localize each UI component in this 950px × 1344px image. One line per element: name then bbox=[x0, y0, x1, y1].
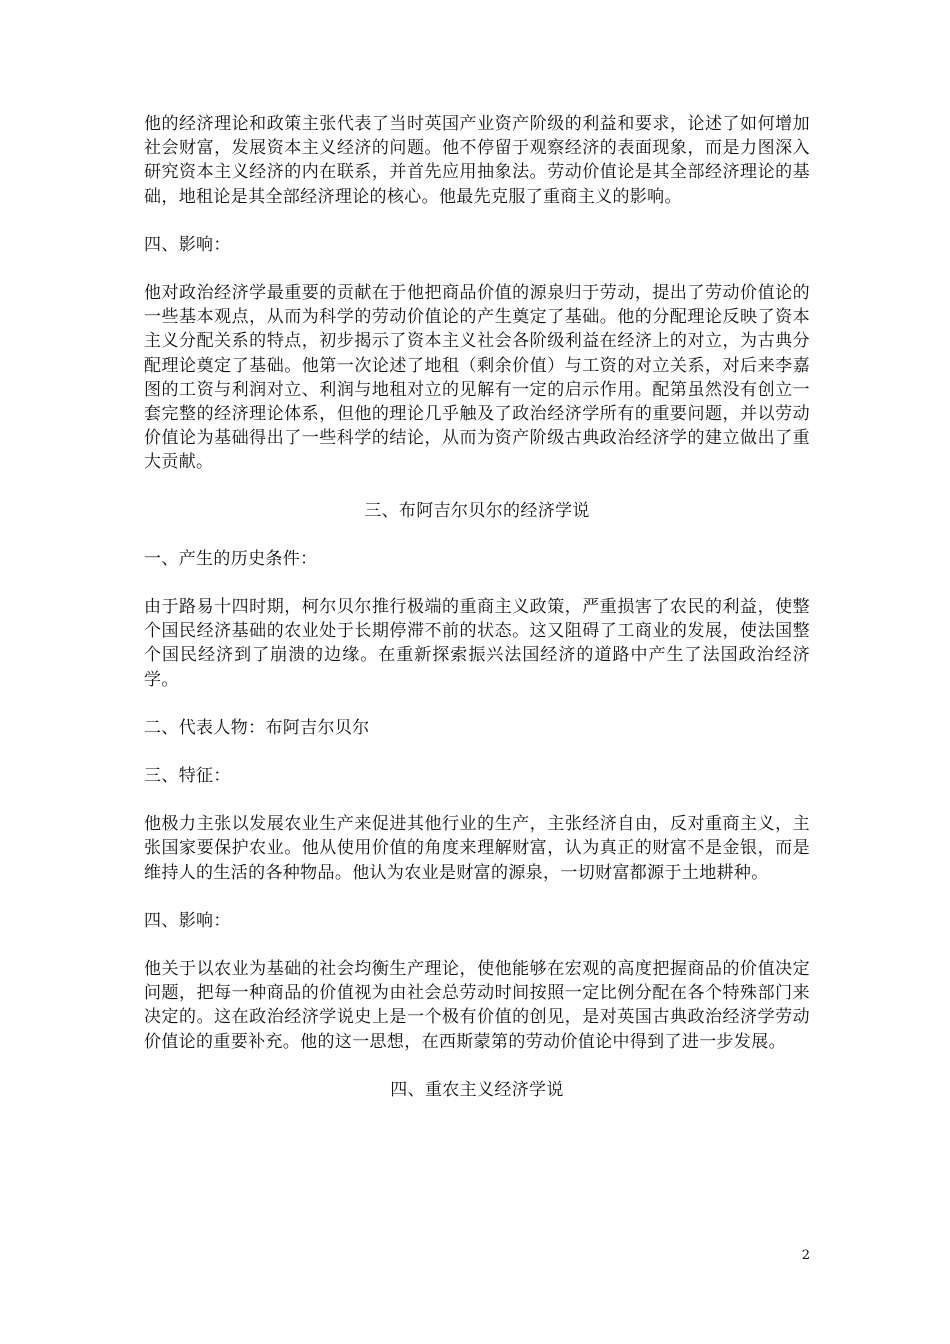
paragraph-features: 他极力主张以发展农业生产来促进其他行业的生产，主张经济自由，反对重商主义，主张国家要保护农业。他从使用价值的角度来理解财富，认为真正的财富不是金银，而是维持人的生活的各种物品。他认为农业是财富的源泉，一切财富都源于土地耕种。 bbox=[144, 814, 810, 883]
heading-influence-2: 四、影响： bbox=[144, 910, 231, 931]
paragraph-boisguilbert-influence: 他关于以农业为基础的社会均衡生产理论，使他能够在宏观的高度把握商品的价值决定问题，把每一种商品的价值视为由社会总劳动时间按照一定比例分配在各个特殊部门来决定的。这在政治经济学说史上是一个极有价值的创见，是对英国古典政治经济学劳动价值论的重要补充。他的这一思想，在西斯蒙第的劳动价值论中得到了进一步发展。 bbox=[144, 959, 810, 1052]
paragraph-petty-influence: 他对政治经济学最重要的贡献在于他把商品价值的源泉归于劳动，提出了劳动价值论的一些基本观点，从而为科学的劳动价值论的产生奠定了基础。他的分配理论反映了资本主义分配关系的特点，初步揭示了资本主义社会各阶级利益在经济上的对立，为古典分配理论奠定了基础。他第一次论述了地租（剩余价值）与工资的对立关系，对后来李嘉图的工资与利润对立、利润与地租对立的见解有一定的启示作用。配第虽然没有创立一套完整的经济理论体系，但他的理论几乎触及了政治经济学所有的重要问题，并以劳动价值论为基础得出了一些科学的结论，从而为资产阶级古典政治经济学的建立做出了重大贡献。 bbox=[144, 283, 810, 473]
heading-features: 三、特征： bbox=[144, 766, 231, 787]
paragraph-petty-theory: 他的经济理论和政策主张代表了当时英国产业资产阶级的利益和要求，论述了如何增加社会财富，发展资本主义经济的问题。他不停留于观察经济的表面现象，而是力图深入研究资本主义经济的内在联系，并首先应用抽象法。劳动价值论是其全部经济理论的基础，地租论是其全部经济理论的核心。他最先克服了重商主义的影响。 bbox=[144, 114, 810, 207]
page-number: 2 bbox=[801, 1248, 810, 1263]
document-page bbox=[144, 112, 810, 1126]
heading-influence: 四、影响： bbox=[144, 234, 231, 255]
paragraph-historical-conditions: 由于路易十四时期，柯尔贝尔推行极端的重商主义政策，严重损害了农民的利益，使整个国民经济基础的农业处于长期停滞不前的状态。这又阻碍了工商业的发展，使法国整个国民经济到了崩溃的边缘。在重新探索振兴法国经济的道路中产生了法国政治经济学。 bbox=[144, 597, 810, 690]
section-title-boisguilbert: 三、布阿吉尔贝尔的经济学说 bbox=[364, 500, 590, 521]
heading-historical-conditions: 一、产生的历史条件： bbox=[144, 548, 318, 569]
heading-representative: 二、代表人物：布阿吉尔贝尔 bbox=[144, 717, 370, 738]
section-title-physiocracy: 四、重农主义经济学说 bbox=[390, 1079, 564, 1100]
